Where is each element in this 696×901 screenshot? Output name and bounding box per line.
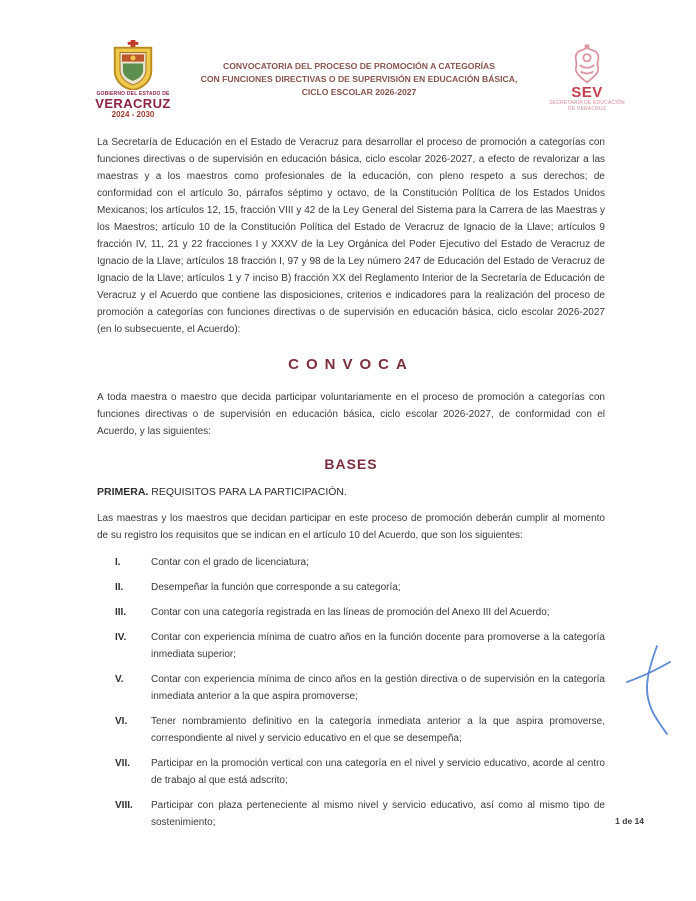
list-item-text: Participar con plaza perteneciente al mismo nivel y servicio educativo, así como al mismo tipo de sostenimiento; [151,800,605,828]
requisitos-intro-paragraph: Las maestras y los maestros que decidan participar en este proceso de promoción deberán cumplir al momento de su registro los requisitos que se indican en el artículo 10 del Acuerdo, que son los siguientes: [97,513,605,541]
gov-logo-state-name: VERACRUZ [95,96,171,111]
sev-acronym: SEV [571,84,603,101]
list-item [115,554,605,571]
list-item-text: Desempeñar la función que corresponde a su categoría; [151,582,401,593]
document-title-line1: CONVOCATORIA DEL PROCESO DE PROMOCIÓN A CATEGORÍAS [223,61,495,71]
document-title-line2: CON FUNCIONES DIRECTIVAS O DE SUPERVISIÓN EN EDUCACIÓN BÁSICA, [200,74,518,84]
gov-logo-period: 2024 - 2030 [111,110,155,119]
sev-subtitle-line2: DE VERACRUZ [567,106,607,112]
primera-section-heading [97,486,605,498]
primera-title: REQUISITOS PARA LA PARTICIPACIÓN. [151,486,347,498]
document-title-line3: CICLO ESCOLAR 2026-2027 [301,87,417,97]
sev-logo [541,40,633,112]
list-item-text: Tener nombramiento definitivo en la categoría inmediata anterior a la que aspira promoverse, correspondiente al nivel y servicio educativo en el que se desempeña; [151,716,605,744]
sev-emblem-icon [541,44,633,86]
list-item-text: Contar con el grado de licenciatura; [151,557,309,568]
list-item-numeral: II. [115,582,124,593]
bases-heading: BASES [324,456,378,472]
list-item-numeral: III. [115,607,127,618]
list-item-text: Participar en la promoción vertical con una categoría en el nivel y servicio educativo, acorde al centro de trabajo al que está adscrito; [151,758,605,786]
intro-paragraph: La Secretaría de Educación en el Estado de Veracruz para desarrollar el proceso de promoción a categorías con funciones directivas o de supervisión en educación básica, ciclo escolar 2026-2027, a efecto de revalorizar a las maestras y a los maestros como profesionales de la educación, con pleno respeto a sus derechos; de conformidad con el artículo 3o, párrafos séptimo y octavo, de la Constitución Política de los Estados Unidos Mexicanos; los artículos 12, 15, fracción VIII y 42 de la Ley General del Sistema para la Carrera de las Maestras y los Maestros; artículo 10 de la Constitución Política del Estado de Veracruz de Ignacio de la Llave; artículos 9 fracción IV, 11, 21 y 22 fracciones I y XXXV de la Ley Orgánica del Poder Ejecutivo del Estado de Veracruz de Ignacio de la Llave; artículos 18 fracción I, 97 y 98 de la Ley número 247 de Educación del Estado de Veracruz de Ignacio de la Llave; artículos 1 y 7 inciso B) fracción XX del Reglamento Interior de la Secretaría de Educación de Veracruz y el Acuerdo que contiene las disposiciones, criterios e indicadores para la realización del proceso de promoción a categorías con funciones directivas o de supervisión en educación básica, ciclo escolar 2026-2027 (en lo subsecuente, el Acuerdo): [97,137,605,335]
sev-subtitle-line1: SECRETARÍA DE EDUCACIÓN [549,100,625,106]
convoca-heading: CONVOCA [288,356,414,373]
list-item [115,671,605,705]
veracruz-coat-of-arms-icon [89,40,177,90]
veracruz-government-logo [89,40,177,120]
list-item-numeral: VI. [115,716,128,727]
document-title [177,40,541,99]
list-item-text: Contar con experiencia mínima de cuatro años en la función docente para promoverse a la categoría inmediata superior; [151,632,605,660]
list-item-text: Contar con una categoría registrada en las líneas de promoción del Anexo III del Acuerdo; [151,607,550,618]
list-item-numeral: IV. [115,632,127,643]
list-item-text: Contar con experiencia mínima de cinco años en la gestión directiva o de supervisión en la categoría inmediata anterior a la que aspira promoverse; [151,674,605,702]
requisitos-list [97,554,605,831]
list-item [115,797,605,831]
list-item-numeral: VIII. [115,800,133,811]
convoca-paragraph: A toda maestra o maestro que decida participar voluntariamente en el proceso de promoción a categorías con funciones directivas o de supervisión en educación básica, ciclo escolar 2026-2027, de conformidad con el Acuerdo, y las siguientes: [97,392,605,437]
list-item-numeral: I. [115,557,121,568]
document-header [89,40,633,122]
list-item-numeral: V. [115,674,124,685]
list-item [115,713,605,747]
primera-label: PRIMERA. [97,486,149,498]
list-item-numeral: VII. [115,758,131,769]
list-item [115,629,605,663]
blue-pen-mark [614,640,684,740]
list-item [115,579,605,596]
gov-logo-agency-text: GOBIERNO DEL ESTADO DE [96,91,170,97]
list-item [115,755,605,789]
page-number: 1 de 14 [615,816,644,826]
list-item [115,604,605,621]
